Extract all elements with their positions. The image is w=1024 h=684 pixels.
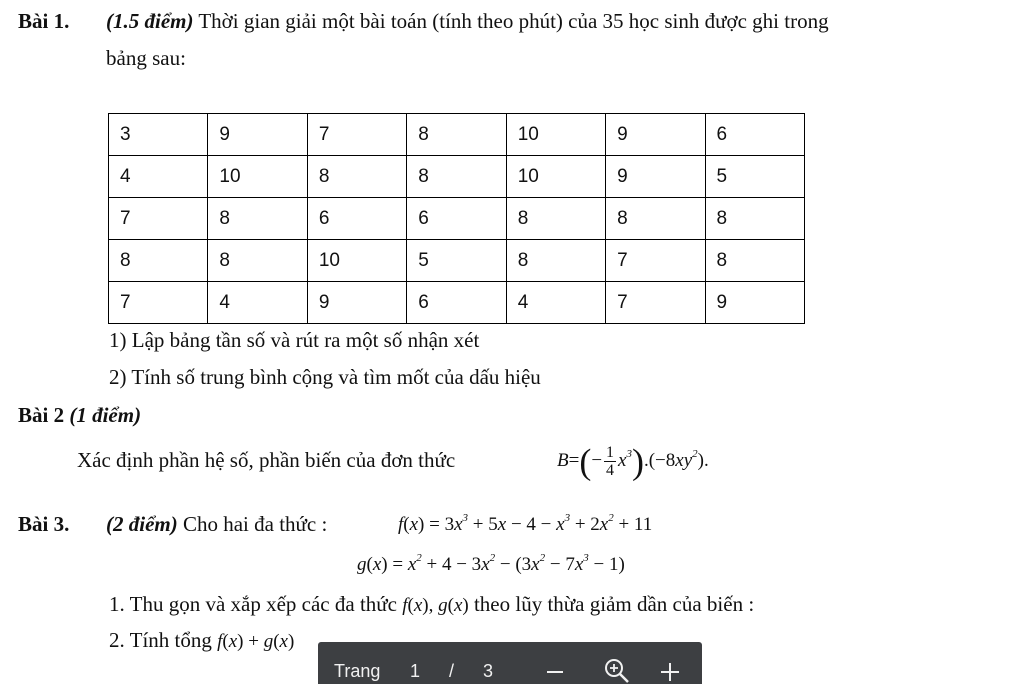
- table-cell: 6: [407, 282, 506, 324]
- bai1-line1: [106, 9, 829, 34]
- table-cell: 8: [208, 240, 307, 282]
- table-cell: 8: [606, 198, 705, 240]
- bai3-points: (2 điểm): [106, 512, 178, 536]
- table-cell: 9: [606, 114, 705, 156]
- bai1-label: Bài 1.: [18, 9, 70, 33]
- table-row: [109, 114, 805, 156]
- table-row: [109, 240, 805, 282]
- table-cell: 8: [705, 198, 804, 240]
- table-cell: 9: [208, 114, 307, 156]
- table-cell: 10: [506, 156, 605, 198]
- table-cell: 6: [307, 198, 406, 240]
- page-separator: /: [449, 661, 455, 681]
- table-cell: 10: [208, 156, 307, 198]
- times-table: [108, 113, 805, 324]
- bai1-question-1: 1) Lập bảng tần số và rút ra một số nhận xét: [109, 328, 480, 352]
- table-cell: 9: [705, 282, 804, 324]
- bai3-item-2-text: 2. Tính tổng: [109, 628, 212, 652]
- table-cell: 5: [705, 156, 804, 198]
- total-pages: 3: [483, 661, 494, 681]
- table-cell: 4: [109, 156, 208, 198]
- table-cell: 4: [208, 282, 307, 324]
- fx-plus-gx: f(x) + g(x): [217, 631, 295, 652]
- bai1-question-2: 2) Tính số trung bình cộng và tìm mốt của dấu hiệu: [109, 365, 541, 389]
- table-cell: 8: [506, 198, 605, 240]
- table-cell: 8: [705, 240, 804, 282]
- monomial-formula: B=(− $\frac{1}{4}$ $x^3).(-8xy^2)$.: [557, 441, 709, 482]
- table-cell: 6: [407, 198, 506, 240]
- table-row: [109, 282, 805, 324]
- table-cell: 7: [307, 114, 406, 156]
- bai3-item-1-end: theo lũy thừa giảm dần của biến :: [468, 592, 755, 616]
- bai2-points: (1 điểm): [69, 403, 142, 427]
- table-cell: 8: [208, 198, 307, 240]
- bai3-item-1: [109, 592, 754, 617]
- bai1-heading: [18, 9, 69, 34]
- table-cell: 3: [109, 114, 208, 156]
- table-cell: 4: [506, 282, 605, 324]
- bai3-item-2: [109, 628, 294, 653]
- page-toolbar: [318, 642, 702, 684]
- page-label: Trang: [334, 661, 381, 681]
- bai3-label: Bài 3.: [18, 512, 70, 536]
- bai3-text: Cho hai đa thức :: [177, 512, 328, 536]
- table-cell: 8: [506, 240, 605, 282]
- table-cell: 8: [307, 156, 406, 198]
- table-row: [109, 198, 805, 240]
- table-cell: 7: [109, 282, 208, 324]
- bai1-text1: Thời gian giải một bài toán (tính theo phút) của 35 học sinh được ghi trong: [193, 9, 829, 33]
- table-cell: 8: [109, 240, 208, 282]
- bai3-line: [106, 512, 327, 537]
- bai2-label: Bài 2: [18, 403, 65, 427]
- polynomial-f: $f(x) = 3x^3 + 5x - 4 - x^3 + 2x^2 + 11$: [398, 512, 653, 535]
- table-cell: 7: [606, 240, 705, 282]
- table-cell: 7: [109, 198, 208, 240]
- bai3-heading: [18, 512, 69, 537]
- bai2-heading: [18, 403, 141, 428]
- table-cell: 9: [606, 156, 705, 198]
- table-cell: 8: [407, 114, 506, 156]
- bai3-item-1-text: 1. Thu gọn và xắp xếp các đa thức: [109, 592, 397, 616]
- table-cell: 6: [705, 114, 804, 156]
- table-cell: 8: [407, 156, 506, 198]
- polynomial-g: $g(x) = x^2 + 4 - 3x^2 - (3x^2 - 7x^3 - 1)$: [357, 552, 625, 575]
- table-cell: 10: [506, 114, 605, 156]
- table-cell: 7: [606, 282, 705, 324]
- table-row: [109, 156, 805, 198]
- table-cell: 10: [307, 240, 406, 282]
- zoom-icon[interactable]: [604, 658, 630, 684]
- bai2-text: Xác định phần hệ số, phần biến của đơn thức: [77, 448, 456, 472]
- table-cell: 5: [407, 240, 506, 282]
- bai1-points: (1.5 điểm): [106, 9, 194, 33]
- bai1-text2: bảng sau:: [106, 46, 186, 70]
- current-page[interactable]: 1: [410, 661, 421, 681]
- table-cell: 9: [307, 282, 406, 324]
- fx-gx: f(x), g(x): [402, 595, 469, 616]
- zoom-out-button[interactable]: [547, 671, 563, 673]
